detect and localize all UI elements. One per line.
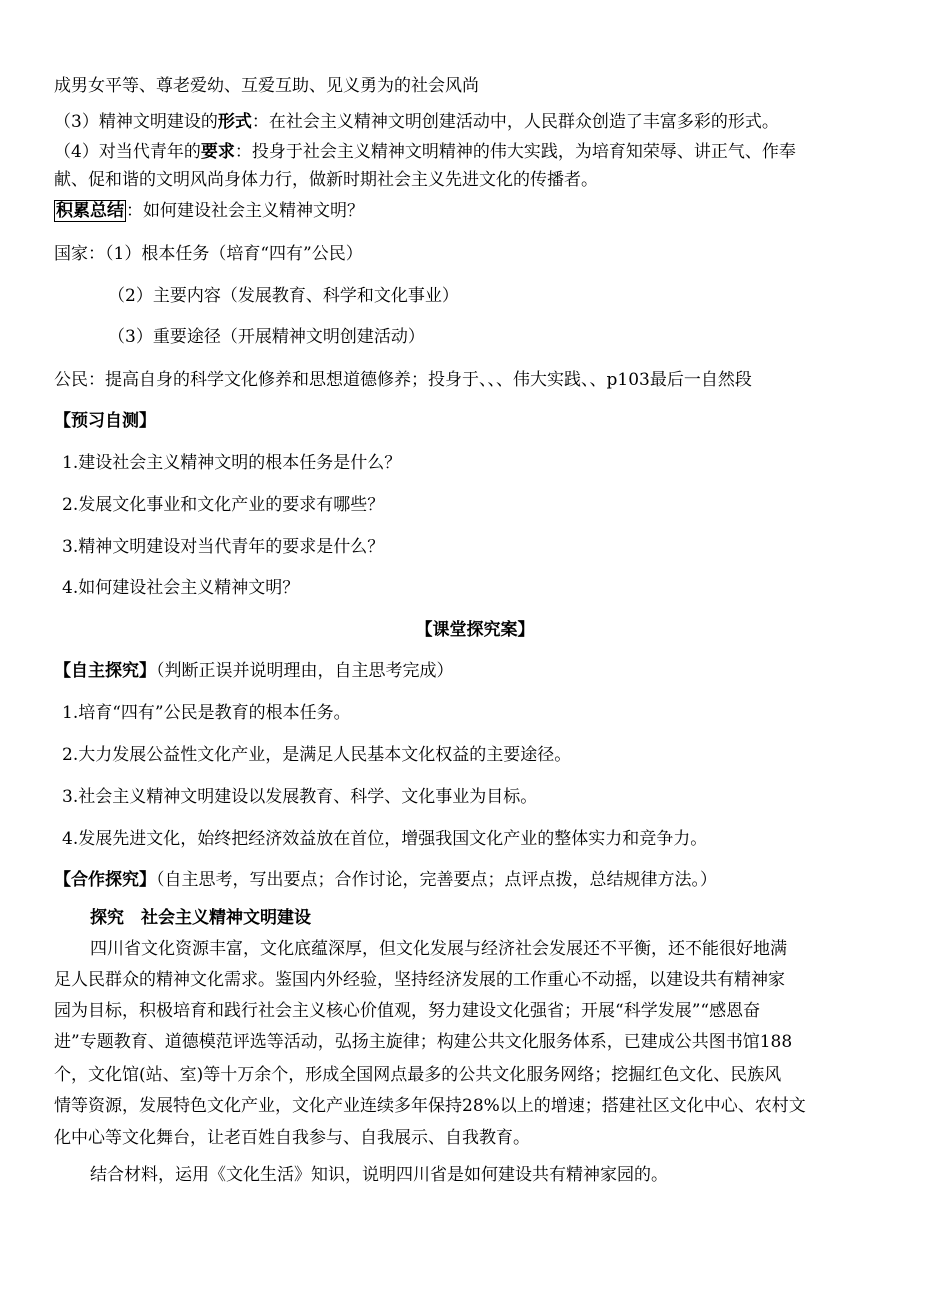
material-line-7: 化中心等文化舞台，让老百姓自我参与、自我展示、自我教育。 [54, 1128, 530, 1148]
preview-question-2: 2.发展文化事业和文化产业的要求有哪些？ [62, 495, 385, 515]
explore-topic: 探究 社会主义精神文明建设 [90, 908, 311, 928]
item-4-key: 要求 [200, 142, 235, 162]
material-line-4: 进”专题教育、道德模范评选等活动，弘扬主旋律；构建公共文化服务体系，已建成公共图书馆188 [54, 1032, 793, 1052]
coop-note: （自主思考，写出要点；合作讨论，完善要点；点评点拨，总结规律方法。） [156, 870, 717, 890]
item-4-requirement [54, 140, 796, 164]
self-explore-line [54, 659, 454, 683]
coop-line [54, 868, 717, 892]
item-3-form [54, 110, 779, 134]
self-explore-statement-4: 4.发展先进文化，始终把经济效益放在首位，增强我国文化产业的整体实力和竞争力。 [62, 829, 708, 849]
citizen-line: 公民：提高自身的科学文化修养和思想道德修养；投身于、、、伟大实践、、p103最后一自然段 [54, 370, 752, 390]
nation-line-3: （3）重要途径（开展精神文明创建活动） [108, 327, 425, 347]
item-4-rest: ：投身于社会主义精神文明精神的伟大实践，为培育知荣辱、讲正气、作奉 [234, 142, 796, 162]
material-line-1: 四川省文化资源丰富，文化底蕴深厚，但文化发展与经济社会发展还不平衡，还不能很好地满 [90, 939, 787, 959]
self-explore-heading: 【自主探究】 [54, 661, 156, 681]
preview-question-3: 3.精神文明建设对当代青年的要求是什么？ [62, 537, 385, 557]
nation-line-2: （2）主要内容（发展教育、科学和文化事业） [108, 286, 459, 306]
material-line-2: 足人民群众的精神文化需求。鉴国内外经验，坚持经济发展的工作重心不动摇，以建设共有精神家 [54, 970, 785, 990]
nation-line-1: 国家：（1）根本任务（培育“四有”公民） [54, 244, 363, 264]
material-line-3: 园为目标，积极培育和践行社会主义核心价值观，努力建设文化强省；开展“科学发展”“感恩奋 [54, 1001, 761, 1021]
material-question: 结合材料，运用《文化生活》知识，说明四川省是如何建设共有精神家园的。 [90, 1165, 668, 1185]
item-3-prefix: （3）精神文明建设的 [54, 112, 218, 132]
summary-label: 积累总结 [56, 201, 124, 221]
self-explore-note: （判断正误并说明理由，自主思考完成） [156, 661, 454, 681]
self-explore-statement-3: 3.社会主义精神文明建设以发展教育、科学、文化事业为目标。 [62, 787, 538, 807]
preview-question-4: 4.如何建设社会主义精神文明？ [62, 578, 300, 598]
self-explore-statement-2: 2.大力发展公益性文化产业，是满足人民基本文化权益的主要途径。 [62, 745, 572, 765]
item-4-line2: 献、促和谐的文明风尚身体力行，做新时期社会主义先进文化的传播者。 [54, 170, 598, 190]
summary-line [54, 199, 364, 223]
classroom-heading: 【课堂探究案】 [415, 620, 535, 640]
material-line-6: 情等资源，发展特色文化产业，文化产业连续多年保持28%以上的增速；搭建社区文化中心、农村文 [54, 1096, 806, 1116]
item-3-key: 形式 [217, 112, 252, 132]
coop-heading: 【合作探究】 [54, 870, 156, 890]
preview-heading: 【预习自测】 [54, 411, 156, 431]
self-explore-statement-1: 1.培育“四有”公民是教育的根本任务。 [62, 703, 351, 723]
preview-question-1: 1.建设社会主义精神文明的根本任务是什么？ [62, 453, 402, 473]
summary-text: ：如何建设社会主义精神文明？ [126, 201, 364, 221]
item-3-rest: ：在社会主义精神文明创建活动中，人民群众创造了丰富多彩的形式。 [251, 112, 779, 132]
continuation-line: 成男女平等、尊老爱幼、互爱互助、见义勇为的社会风尚 [54, 76, 479, 96]
item-4-prefix: （4）对当代青年的 [54, 142, 201, 162]
material-line-5: 个，文化馆(站、室)等十万余个，形成全国网点最多的公共文化服务网络；挖掘红色文化、民族风 [54, 1065, 782, 1085]
